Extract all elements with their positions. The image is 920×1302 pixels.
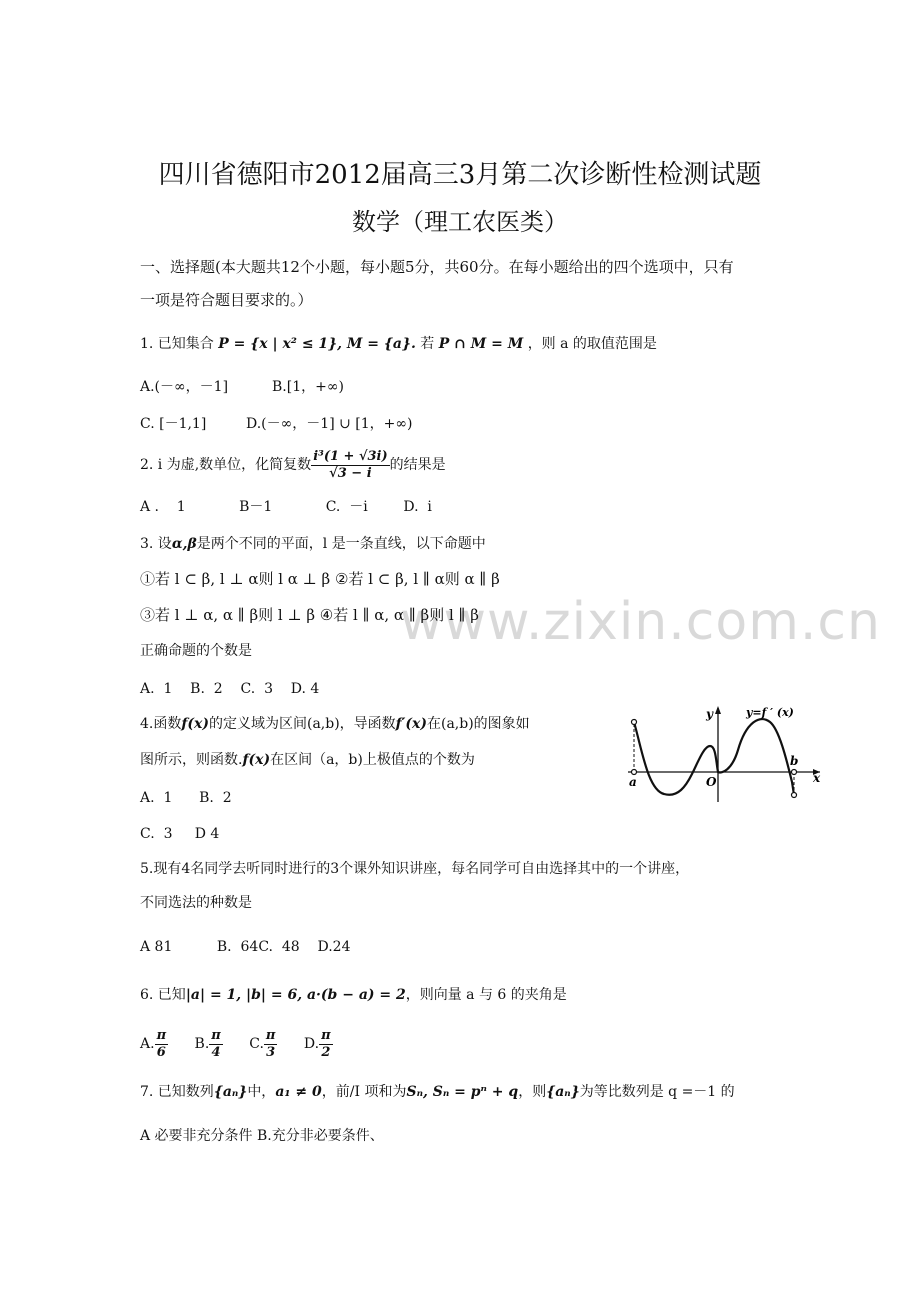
q7-mid1: 中，: [247, 1084, 276, 1100]
q6-option-a: A. $\frac{\pi}{6}$: [140, 1027, 167, 1060]
question-6: [140, 985, 567, 1005]
open-point-a-top: [632, 720, 637, 725]
question-7: [140, 1082, 735, 1102]
q4-options-cd: C. 3 D 4: [140, 826, 220, 842]
q7-sequence: {aₙ}: [213, 1084, 248, 1100]
q7-options: A 必要非充分条件 B.充分非必要条件、: [140, 1128, 384, 1144]
question-4-line1: [140, 714, 530, 734]
q1-condition: P ∩ M = M: [438, 336, 524, 352]
q6-suffix: ，则向量 a 与 6 的夹角是: [405, 987, 567, 1003]
section-heading-line2: 一项是符合题目要求的。）: [140, 291, 313, 309]
x-axis-label: x: [813, 771, 821, 785]
q3-stem2: 是两个不同的平面，l 是一条直线，以下命题中: [196, 536, 486, 552]
q1-mid: 若: [420, 336, 435, 352]
q6-option-c: C. $\frac{\pi}{3}$: [249, 1027, 276, 1060]
q4-line1b: 的定义域为区间(a,b)，导函数: [208, 716, 396, 732]
q7-mid2: ，前/I 项和为: [321, 1084, 407, 1100]
q1-suffix: ，则 a 的取值范围是: [527, 336, 657, 352]
question-3: [140, 534, 486, 554]
open-point-b: [792, 770, 797, 775]
q1-set-definition: P = {x | x² ≤ 1}, M = {a}.: [218, 336, 416, 352]
section-heading-line1: 一、选择题(本大题共12个小题，每小题5分，共60分。在每小题给出的四个选项中，只有: [140, 258, 734, 276]
q1-option-b: B.[1，+∞): [272, 379, 344, 395]
q2-suffix: 的结果是: [389, 457, 446, 473]
derivative-graph: [620, 700, 825, 805]
q3-greek: α,β: [171, 536, 197, 552]
q6-options: [140, 1026, 333, 1062]
q7-prefix: 7. 已知数列: [140, 1084, 214, 1100]
q3-ask: 正确命题的个数是: [140, 643, 252, 659]
q1-prefix: 1. 已知集合: [140, 336, 214, 352]
q7-a1: a₁ ≠ 0: [275, 1084, 322, 1100]
q5-options: A 81 B. 64C. 48 D.24: [140, 939, 351, 955]
q6-vector-condition: |a| = 1, |b| = 6, a·(b − a) = 2: [185, 987, 406, 1003]
q4-f: f(x): [181, 716, 209, 732]
q6-option-b: B. $\frac{\pi}{4}$: [194, 1027, 221, 1060]
q4-options-ab: A. 1 B. 2: [140, 790, 232, 806]
q6-option-d: D. $\frac{\pi}{2}$: [303, 1027, 331, 1060]
q2-denominator: √3 − i: [329, 465, 372, 481]
q1-option-c: C. [－1,1]: [140, 416, 207, 432]
q4-line2b: 在区间（a，b)上极值点的个数为: [270, 752, 475, 768]
q1-option-a: A.(－∞，－1]: [140, 379, 229, 395]
q7-sequence-2: {aₙ}: [546, 1084, 580, 1100]
page-title: 四川省德阳市2012届高三3月第二次诊断性检测试题: [158, 160, 762, 190]
q6-prefix: 6. 已知: [140, 987, 186, 1003]
origin-label: O: [706, 775, 717, 789]
y-axis-arrow: [715, 706, 721, 714]
q4-line1c: 在(a,b)的图象如: [426, 716, 530, 732]
q2-options: A . 1 B－1 C. －i D. i: [140, 499, 432, 515]
q7-suffix: 为等比数列是 q =－1 的: [579, 1084, 735, 1100]
point-a-label: a: [629, 775, 637, 789]
q2-prefix: 2. i 为虚,数单位，化简复数: [140, 457, 312, 473]
q3-propositions-1-2: ①若 l ⊂ β, l ⊥ α则 l α ⊥ β ②若 l ⊂ β, l ∥ α则 α ∥ β: [140, 570, 500, 588]
q7-mid3: ，则: [518, 1084, 547, 1100]
point-b-label: b: [790, 754, 799, 768]
page-subtitle: 数学（理工农医类）: [352, 208, 568, 236]
question-1: [140, 334, 657, 354]
q3-propositions-3-4: ③若 l ⊥ α, α ∥ β则 l ⊥ β ④若 l ∥ α, α ∥ β则 l ∥ β: [140, 606, 479, 624]
q7-sum: Sₙ, Sₙ = pⁿ + q: [406, 1084, 519, 1100]
open-point-b-bottom: [792, 793, 797, 798]
watermark: www.zixin.com.cn: [400, 592, 881, 652]
q4-f-2: f(x): [242, 752, 271, 768]
q3-options: A. 1 B. 2 C. 3 D. 4: [140, 681, 320, 697]
open-point-a: [632, 770, 637, 775]
q4-line1a: 4.函数: [140, 716, 182, 732]
question-4-line2: [140, 750, 475, 770]
curve-label: y=f ′ (x): [746, 706, 794, 719]
question-5-line1: 5.现有4名同学去听同时进行的3个课外知识讲座，每名同学可自由选择其中的一个讲座，: [140, 861, 690, 877]
q3-stem: 3. 设: [140, 536, 172, 552]
q1-option-d: D.(－∞，－1] ∪ [1，+∞): [246, 416, 413, 432]
question-2: [140, 445, 446, 485]
y-axis-label: y: [706, 707, 713, 721]
q2-numerator: i³(1 + √3i): [313, 448, 388, 464]
q4-line2a: 图所示，则函数.: [140, 752, 243, 768]
question-5-line2: 不同选法的种数是: [140, 895, 252, 911]
q4-fprime: f′(x): [395, 716, 427, 732]
q2-fraction: [311, 449, 389, 482]
